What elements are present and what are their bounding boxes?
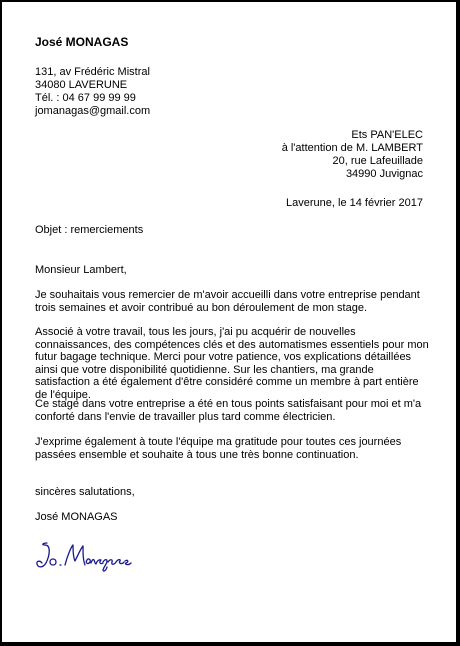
letter-subject: Objet : remerciements: [35, 224, 144, 236]
recipient-company: Ets PAN'ELEC: [351, 129, 423, 141]
body-paragraph: Ce stage dans votre entreprise a été en tous points satisfaisant pour moi et m'a conforté dans l'envie de travailler plus tard comme électricien.: [35, 398, 422, 423]
recipient-city: 34990 Juvignac: [345, 168, 423, 180]
sender-email: jomanagas@gmail.com: [35, 105, 151, 117]
letter-date: Laverune, le 14 février 2017: [286, 197, 423, 209]
signatory-name: José MONAGAS: [35, 511, 118, 523]
body-paragraph: Associé à votre travail, tous les jours, j'ai pu acquérir de nouvelles connaissances, des compétences clés et des automatismes essentiels pour mon futur bagage technique. Merci pour votre patience, vos explications détaillées ainsi que votre disponibilité quotidienne. Sur les chantiers, ma grande satisfaction a été également d'être considéré comme un membre à part entière de l'équipe.: [35, 326, 429, 401]
closing-formula: sincères salutations,: [35, 486, 135, 498]
recipient-address: [282, 129, 423, 181]
sender-address: [35, 66, 150, 118]
sender-name: José MONAGAS: [35, 35, 129, 49]
body-paragraph: J'exprime également à toute l'équipe ma gratitude pour toutes ces journées passées ensemble et souhaite à tous une très bonne continuation.: [35, 436, 402, 461]
sender-address-line: 131, av Frédéric Mistral: [35, 66, 150, 78]
body-paragraph: Je souhaitais vous remercier de m'avoir accueilli dans votre entreprise pendant trois semaines et avoir contribué au bon déroulement de mon stage.: [35, 289, 420, 314]
salutation: Monsieur Lambert,: [35, 264, 127, 276]
recipient-attention: à l'attention de M. LAMBERT: [281, 142, 423, 154]
recipient-street: 20, rue Lafeuillade: [332, 155, 423, 167]
sender-phone: Tél. : 04 67 99 99 99: [35, 92, 136, 104]
sender-address-line: 34080 LAVERUNE: [35, 79, 128, 91]
handwritten-signature: [33, 535, 143, 577]
